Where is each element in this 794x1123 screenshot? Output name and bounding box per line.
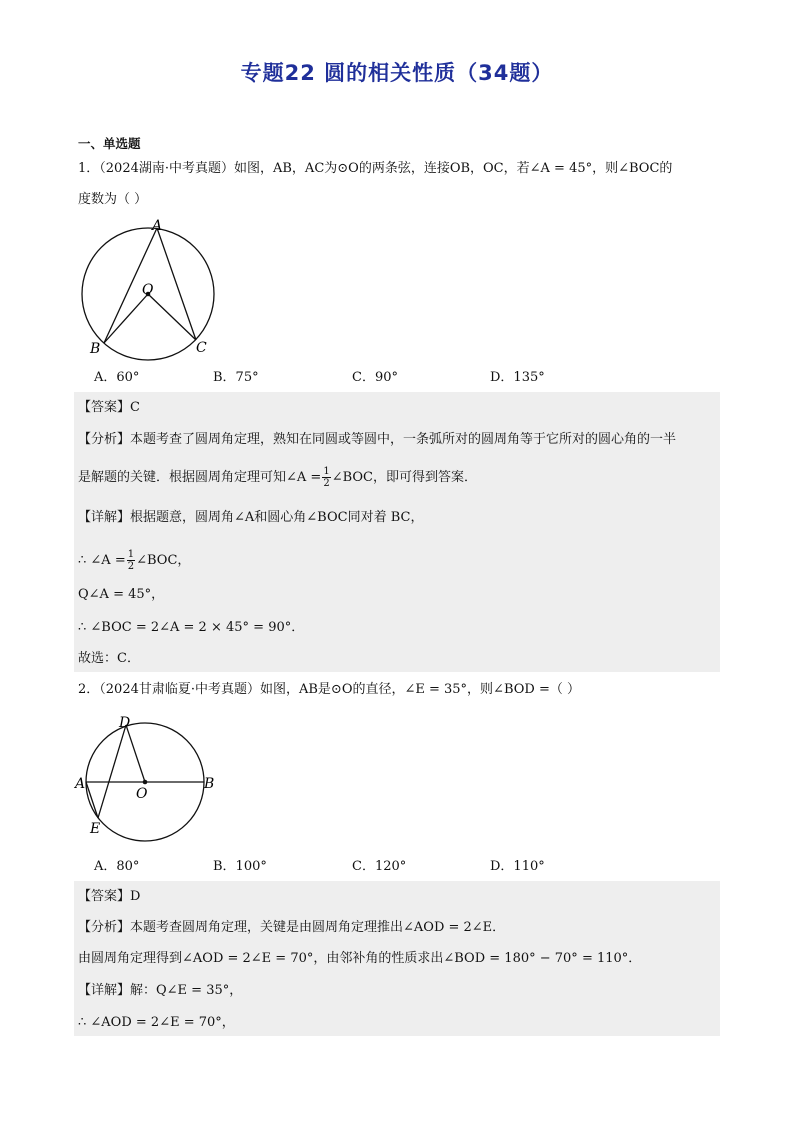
- q2-label-d: D: [119, 715, 131, 731]
- q1-analysis-text-pre: 是解题的关键．根据圆周角定理可知∠A =: [78, 470, 322, 485]
- q2-option-c: C．120°: [352, 859, 407, 874]
- q2-option-d: D．110°: [490, 859, 545, 874]
- q1-label-o: O: [142, 282, 154, 298]
- q1-detail-line1: 【详解】根据题意，圆周角∠A和圆心角∠BOC同对着 BC，: [78, 510, 424, 525]
- q2-label-o: O: [136, 786, 148, 802]
- q2-chord-de: [98, 725, 126, 818]
- q1-stem-line1: 1．（2024湖南·中考真题）如图，AB，AC为⊙O的两条弦，连接OB，OC，若∠A = 45°，则∠BOC的: [78, 161, 673, 176]
- q1-option-d: D．135°: [490, 370, 545, 385]
- q1-option-c: C．90°: [352, 370, 398, 385]
- q2-detail-line2: ∴ ∠AOD = 2∠E = 70°，: [78, 1015, 235, 1030]
- q2-option-b: B．100°: [213, 859, 267, 874]
- q1-option-a: A．60°: [94, 370, 140, 385]
- q2-label-e: E: [90, 821, 101, 837]
- q1-detail-text-post: ∠BOC，: [136, 553, 191, 568]
- q2-circle-diagram: [70, 710, 230, 850]
- q1-detail-text-pre: ∴ ∠A =: [78, 553, 126, 568]
- q1-option-b: B．75°: [213, 370, 259, 385]
- q2-label-b: B: [204, 776, 215, 792]
- q2-answer: 【答案】D: [78, 889, 141, 904]
- q1-detail-line2: [78, 549, 190, 572]
- q2-detail-line1: 【详解】解：Q∠E = 35°，: [78, 983, 243, 998]
- q2-stem: 2．（2024甘肃临夏·中考真题）如图，AB是⊙O的直径，∠E = 35°，则∠BOD =（ ）: [78, 682, 580, 697]
- q2-center-dot: [143, 780, 148, 785]
- q1-detail-fraction: $\frac{1}{2}$: [127, 549, 135, 572]
- q1-label-a: A: [152, 218, 163, 234]
- q1-stem-line2: 度数为（ ）: [78, 192, 148, 207]
- q1-detail-line4: ∴ ∠BOC = 2∠A = 2 × 45° = 90°．: [78, 620, 305, 635]
- q1-detail-line3: Q∠A = 45°，: [78, 587, 165, 602]
- q1-analysis-fraction: $\frac{1}{2}$: [323, 466, 330, 489]
- q1-label-b: B: [90, 341, 101, 357]
- q2-chord-ae: [86, 782, 98, 818]
- q2-radius-od: [126, 725, 145, 782]
- q1-analysis-text-post: ∠BOC，即可得到答案．: [331, 470, 477, 485]
- page-title: 专题22 圆的相关性质（34题）: [240, 61, 554, 85]
- q2-label-a: A: [75, 776, 86, 792]
- q2-analysis-line1: 【分析】本题考查圆周角定理，关键是由圆周角定理推出∠AOD = 2∠E．: [78, 920, 506, 935]
- q1-chord-ac: [157, 228, 196, 340]
- q1-analysis-line2: [78, 466, 477, 489]
- q1-analysis-line1: 【分析】本题考查了圆周角定理，熟知在同圆或等圆中，一条弧所对的圆周角等于它所对的圆心角的一半: [78, 432, 677, 447]
- q1-detail-line5: 故选：C．: [78, 651, 140, 666]
- q1-radius-ob: [104, 294, 148, 343]
- section-heading: 一、单选题: [78, 136, 141, 151]
- q2-analysis-line2: 由圆周角定理得到∠AOD = 2∠E = 70°，由邻补角的性质求出∠BOD = 180° − 70° = 110°．: [78, 951, 642, 966]
- q1-answer: 【答案】C: [78, 400, 140, 415]
- q1-radius-oc: [148, 294, 196, 340]
- q2-option-a: A．80°: [94, 859, 140, 874]
- q1-label-c: C: [196, 340, 207, 356]
- q1-circle-diagram: [76, 212, 226, 362]
